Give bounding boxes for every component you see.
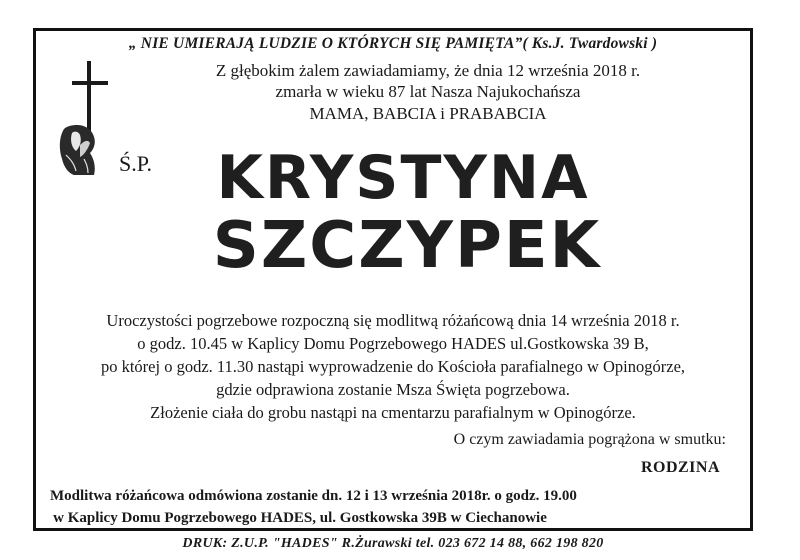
intro-line: zmarła w wieku 87 lat Nasza Najukochańsza bbox=[275, 82, 581, 101]
intro-line: Z głębokim żalem zawiadamiamy, że dnia 12 września 2018 r. bbox=[215, 61, 641, 80]
ceremony-line: Złożenie ciała do grobu nastąpi na cmentarzu parafialnym w Opinogórze. bbox=[150, 403, 636, 422]
obituary-frame bbox=[33, 28, 753, 531]
ceremony-line: o godz. 10.45 w Kaplicy Domu Pogrzebowego HADES ul.Gostkowska 39 B, bbox=[137, 334, 649, 353]
rosary-line: w Kaplicy Domu Pogrzebowego HADES, ul. Gostkowska 39B w Ciechanowie bbox=[53, 510, 547, 526]
family-signature: RODZINA bbox=[640, 459, 720, 476]
ceremony-line: Uroczystości pogrzebowe rozpoczną się modlitwą różańcową dnia 14 września 2018 r. bbox=[106, 311, 680, 330]
deceased-first-name: KRYSTYNA bbox=[216, 143, 590, 213]
memorial-quote: „ NIE UMIERAJĄ LUDZIE O KTÓRYCH SIĘ PAMIĘTA”( Ks.J. Twardowski ) bbox=[128, 35, 658, 52]
deceased-last-name: SZCZYPEK bbox=[212, 209, 602, 283]
rosary-line: Modlitwa różańcowa odmówiona zostanie dn. 12 i 13 września 2018r. o godz. 19.00 bbox=[50, 488, 577, 504]
funeral-ceremony-details bbox=[36, 309, 750, 424]
rosary-prayer-notice bbox=[50, 485, 577, 529]
ceremony-line: gdzie odprawiona zostanie Msza Święta pogrzebowa. bbox=[216, 380, 570, 399]
intro-line: MAMA, BABCIA i PRABABCIA bbox=[309, 104, 547, 123]
printer-credit: DRUK: Z.U.P. "HADES" R.Żurawski tel. 023 672 14 88, 662 198 820 bbox=[182, 536, 604, 551]
ceremony-line: po której o godz. 11.30 nastąpi wyprowadzenie do Kościoła parafialnego w Opinogórze, bbox=[100, 357, 686, 376]
sign-off-text: O czym zawiadamia pogrążona w smutku: bbox=[453, 431, 726, 448]
sp-abbreviation: Ś.P. bbox=[119, 151, 153, 176]
